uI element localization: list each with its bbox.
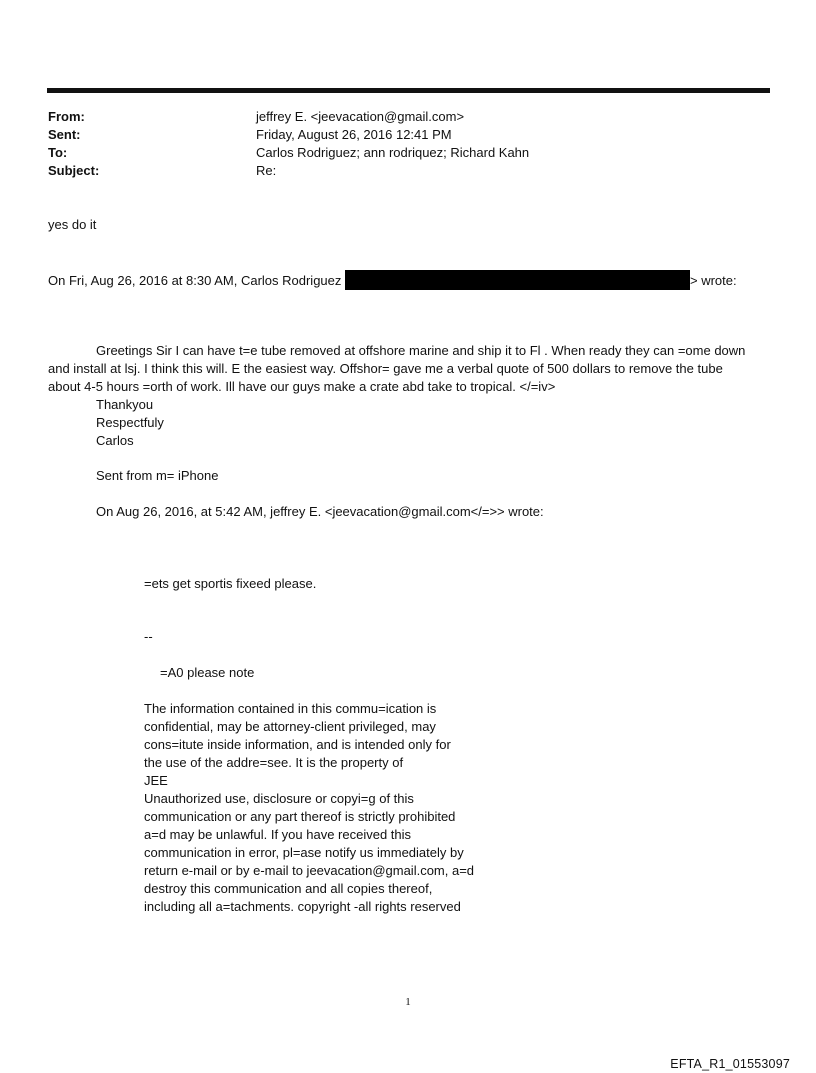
signature-dash: -- (144, 629, 153, 644)
notice-line: a=d may be unlawful. If you have received this (144, 827, 412, 842)
to-row (48, 144, 768, 162)
from-value: jeffrey E. <jeevacation@gmail.com> (256, 109, 465, 124)
notice-line: confidential, may be attorney-client privileged, may (144, 719, 436, 734)
notice-line: JEE (144, 773, 168, 788)
to-label: To: (48, 145, 68, 160)
subject-label: Subject: (48, 163, 100, 178)
greeting-line-2: and install at lsj. I think this will. E the easiest way. Offshor= gave me a verbal quote of 500 dollars to remove the tube (48, 361, 723, 376)
subject-row (48, 162, 768, 180)
quote-header-2: On Aug 26, 2016, at 5:42 AM, jeffrey E. <jeevacation@gmail.com</=>> wrote: (96, 504, 544, 519)
please-note-text: =A0 please note (160, 665, 255, 680)
thankyou-text: Thankyou (96, 397, 154, 412)
greeting-line-1: Greetings Sir I can have t=e tube removed at offshore marine and ship it to Fl . When ready they can =ome down (96, 343, 746, 358)
sportis-text: =ets get sportis fixeed please. (144, 576, 317, 591)
from-label: From: (48, 109, 85, 124)
header-rule (47, 88, 770, 93)
quote-header-1 (48, 270, 737, 290)
sent-value: Friday, August 26, 2016 12:41 PM (256, 127, 452, 142)
notice-line: Unauthorized use, disclosure or copyi=g of this (144, 791, 414, 806)
document-id: EFTA_R1_01553097 (670, 1057, 790, 1071)
quote-header-1-suffix: > wrote: (690, 273, 737, 288)
confidentiality-notice (144, 700, 504, 916)
notice-line: return e-mail or by e-mail to jeevacation@gmail.com, a=d (144, 863, 475, 878)
notice-line: cons=itute inside information, and is intended only for (144, 737, 451, 752)
to-value: Carlos Rodriguez; ann rodriquez; Richard Kahn (256, 145, 530, 160)
notice-line: communication or any part thereof is strictly prohibited (144, 809, 456, 824)
notice-line: The information contained in this commu=ication is (144, 701, 437, 716)
subject-value: Re: (256, 163, 277, 178)
sent-from-text: Sent from m= iPhone (96, 468, 219, 483)
notice-line: including all a=tachments. copyright -all rights reserved (144, 899, 461, 914)
notice-line: communication in error, pl=ase notify us immediately by (144, 845, 464, 860)
redaction-box (345, 270, 690, 290)
signature-name: Carlos (96, 433, 134, 448)
email-header (48, 108, 768, 180)
reply-text: yes do it (48, 217, 97, 232)
notice-line: destroy this communication and all copies thereof, (144, 881, 433, 896)
quote-header-1-prefix: On Fri, Aug 26, 2016 at 8:30 AM, Carlos Rodriguez (48, 273, 342, 288)
from-row (48, 108, 768, 126)
page-number: 1 (405, 996, 411, 1008)
respectfuly-text: Respectfuly (96, 415, 164, 430)
sent-row (48, 126, 768, 144)
greeting-line-3: about 4-5 hours =orth of work. Ill have our guys make a crate abd take to tropical. </=iv> (48, 379, 556, 394)
notice-line: the use of the addre=see. It is the property of (144, 755, 404, 770)
sent-label: Sent: (48, 127, 81, 142)
